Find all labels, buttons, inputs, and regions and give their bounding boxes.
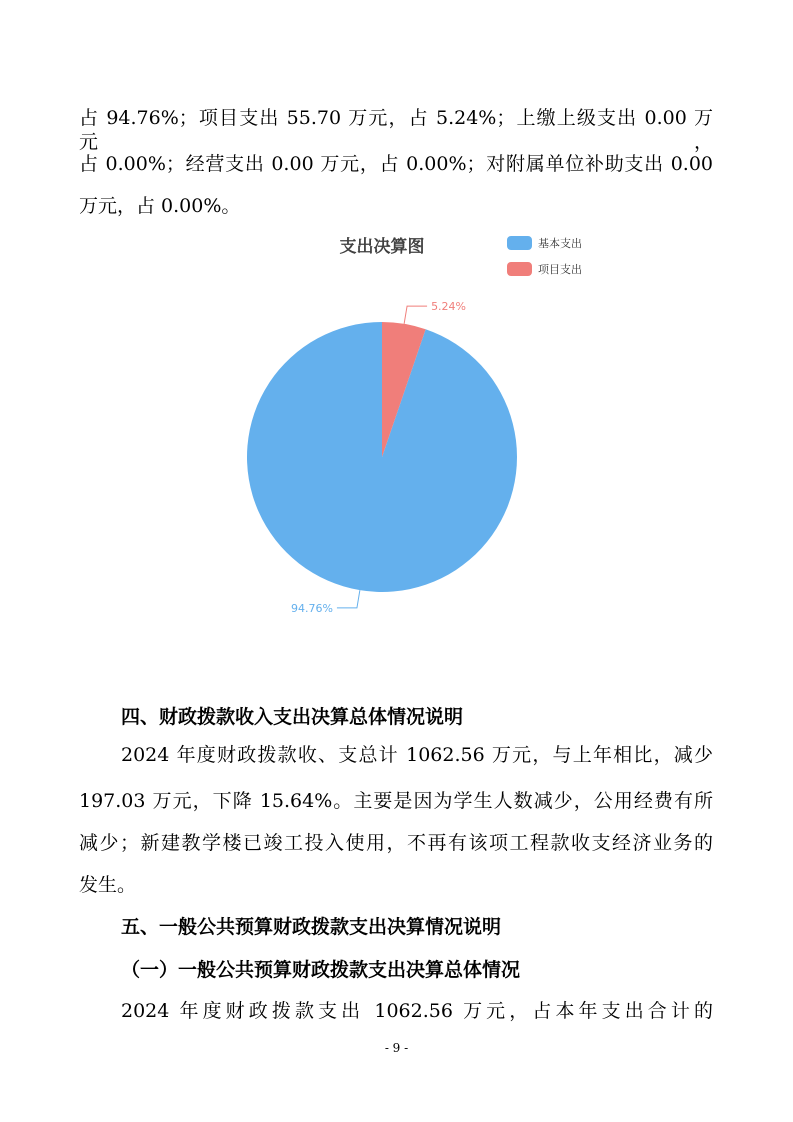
- pie-slices: [247, 322, 517, 592]
- paragraph-line: 2024 年度财政拨款支出 1062.56 万元，占本年支出合计的: [121, 1000, 713, 1022]
- paragraph-line: 减少；新建教学楼已竣工投入使用，不再有该项工程款收支经济业务的: [79, 832, 713, 854]
- legend-item: [507, 262, 582, 276]
- pie-label-leader-line: [337, 590, 360, 608]
- legend-label: 项目支出: [538, 263, 582, 276]
- chart-title: 支出决算图: [339, 237, 425, 257]
- section-heading: 四、财政拨款收入支出决算总体情况说明: [121, 706, 464, 728]
- paragraph-line: 万元，占 0.00%。: [79, 195, 241, 217]
- paragraph-line: 2024 年度财政拨款收、支总计 1062.56 万元，与上年相比，减少: [121, 744, 713, 766]
- legend-swatch: [507, 236, 532, 250]
- paragraph-line: 占 94.76%；项目支出 55.70 万元，占 5.24%；上缴上级支出 0.00 万元，: [79, 107, 713, 153]
- legend-swatch: [507, 262, 532, 276]
- legend-label: 基本支出: [538, 237, 582, 250]
- page-number: - 9 -: [384, 1041, 409, 1055]
- paragraph-line: 197.03 万元，下降 15.64%。主要是因为学生人数减少，公用经费有所: [79, 790, 713, 812]
- paragraph-line: 发生。: [79, 874, 137, 896]
- paragraph-line: 占 0.00%；经营支出 0.00 万元，占 0.00%；对附属单位补助支出 0.00: [79, 153, 713, 175]
- expenditure-pie-chart: [0, 226, 793, 626]
- section-heading: 五、一般公共预算财政拨款支出决算情况说明: [121, 916, 502, 938]
- pie-data-label: 94.76%: [290, 601, 333, 615]
- chart-legend: [507, 236, 582, 276]
- pie-data-label: 5.24%: [431, 300, 467, 314]
- pie-label-leader-line: [404, 306, 427, 324]
- subsection-heading: （一）一般公共预算财政拨款支出决算总体情况: [121, 959, 521, 981]
- legend-item: [507, 236, 582, 250]
